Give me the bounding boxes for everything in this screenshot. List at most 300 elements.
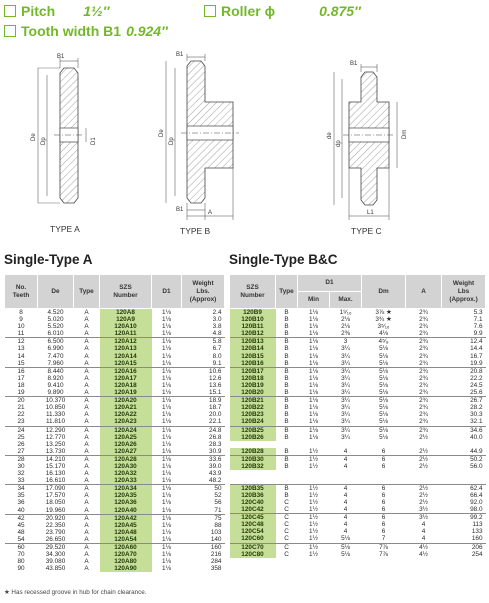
- table-row: [5, 514, 225, 522]
- table-row: [230, 418, 486, 426]
- table-cell: 42: [5, 514, 38, 522]
- table-cell: 7.470: [47, 352, 64, 360]
- table-cell: 1⅛: [162, 551, 171, 559]
- table-row: [5, 485, 225, 493]
- table-cell: 3¼: [341, 345, 350, 353]
- table-cell: 54: [17, 535, 25, 543]
- table-cell: 120A60: [100, 544, 152, 552]
- table-cell: 2¾: [406, 338, 442, 346]
- table-cell: 1⅛: [162, 359, 171, 367]
- table-row: [230, 382, 486, 389]
- table-row: [230, 484, 486, 492]
- table-cell: A: [74, 455, 100, 463]
- table-cell: 5⅛: [341, 535, 350, 543]
- table-cell: 140: [210, 535, 222, 543]
- table-cell: 9: [19, 316, 23, 324]
- table-cell: [230, 441, 276, 448]
- table-cell: 1⅛: [309, 359, 318, 367]
- table-cell: 1⅛: [152, 426, 182, 434]
- table-cell: 2¾: [419, 404, 428, 412]
- table-cell: [298, 558, 330, 565]
- table-cell: A: [84, 316, 89, 324]
- table-cell: 2¾: [419, 389, 428, 397]
- table-row: [5, 411, 225, 418]
- table-cell: 1½: [309, 462, 318, 470]
- table-row: [5, 565, 225, 572]
- table-cell: 120A48: [100, 529, 152, 536]
- table-cell: 4: [330, 484, 362, 492]
- table-cell: 52: [214, 492, 222, 500]
- table-cell: 24.8: [182, 426, 225, 434]
- table-cell: 8.440: [38, 367, 74, 375]
- table-cell: 1⅛: [162, 389, 171, 397]
- table-row: [5, 448, 225, 456]
- type-b-drawing: [159, 52, 239, 220]
- table-cell: 1⁹⁄₁₆: [339, 309, 352, 316]
- table-cell: 1⅛: [162, 381, 171, 389]
- table-cell: 120B11: [230, 323, 276, 330]
- table-cell: 34: [5, 485, 38, 493]
- table-cell: 10.370: [38, 397, 74, 405]
- table-cell: 7⅞: [362, 543, 406, 551]
- table-cell: A: [84, 506, 89, 514]
- table-cell: 1½: [298, 514, 330, 522]
- table-row: [230, 360, 486, 368]
- table-cell: 24: [5, 426, 38, 434]
- table-cell: 120B24: [230, 418, 276, 426]
- table-cell: 120C45: [230, 514, 276, 522]
- table-cell: 1⅛: [309, 404, 318, 412]
- pitch-label: Pitch: [21, 3, 56, 19]
- table-cell: 1⅛: [162, 535, 171, 543]
- table-cell: 2¾: [419, 359, 428, 367]
- table-cell: A: [84, 528, 89, 536]
- table-cell: 120B15: [230, 353, 276, 360]
- table-cell: 98.0: [470, 506, 483, 514]
- table-cell: 1½: [309, 528, 318, 536]
- table-cell: 28.2: [470, 404, 483, 412]
- table-cell: 6: [381, 506, 386, 514]
- table-cell: 48.2: [209, 477, 222, 485]
- table-cell: 32.1: [470, 418, 483, 426]
- table-cell: 120B35: [230, 484, 276, 492]
- table-cell: 30.9: [209, 447, 222, 455]
- table-cell: B: [284, 374, 289, 382]
- table-cell: 45: [17, 521, 25, 529]
- table-cell: 6: [381, 491, 386, 499]
- table-cell: 3: [330, 338, 362, 346]
- table-cell: 3¼: [341, 359, 350, 367]
- table-cell: 90: [17, 565, 25, 573]
- table-cell: 2¾: [419, 309, 428, 316]
- table-cell: 1⅛: [309, 316, 318, 324]
- table-row: [5, 492, 225, 499]
- table-cell: B: [284, 345, 289, 353]
- table-row: [230, 535, 486, 543]
- table-cell: 120B26: [230, 434, 276, 441]
- table-cell: A: [84, 418, 89, 426]
- table-cell: 120B17: [230, 367, 276, 375]
- col-header-weight: Weight Lbs (Approx.): [442, 275, 486, 309]
- table-cell: B: [284, 389, 289, 397]
- pitch-value: 1½″: [83, 3, 110, 19]
- tooth-width-label: Tooth width B1: [21, 23, 122, 39]
- table-cell: 1½: [309, 506, 318, 514]
- table-cell: 4⅛: [379, 330, 388, 338]
- table-cell: 1⅛: [152, 367, 182, 375]
- roller-spec: [204, 3, 361, 19]
- table-cell: [406, 565, 442, 572]
- table-cell: 9.1: [212, 359, 222, 367]
- table-cell: 4: [330, 514, 362, 522]
- table-cell: B: [284, 447, 289, 455]
- table-cell: 19.9: [470, 359, 483, 367]
- table-cell: 120B23: [230, 411, 276, 418]
- type-a-de-label: De: [31, 133, 37, 141]
- col-header-teeth: No. Teeth: [5, 275, 38, 309]
- table-cell: B: [284, 359, 289, 367]
- table-cell: A: [84, 433, 89, 441]
- table-cell: 5⅛: [362, 367, 406, 375]
- footnote: ★ Has recessed groove in hub for chain clearance.: [4, 589, 147, 596]
- table-row: [5, 544, 225, 552]
- table-cell: 254: [471, 550, 483, 558]
- table-row: [230, 323, 486, 330]
- type-b-de-label: De: [159, 129, 165, 137]
- table-cell: 3½: [419, 506, 428, 514]
- table-cell: 1½: [309, 550, 318, 558]
- table-cell: 22: [17, 411, 25, 419]
- table-cell: 1⅛: [298, 338, 330, 346]
- table-cell: 50: [182, 485, 225, 493]
- table-cell: [230, 470, 276, 477]
- col-header-szs-number: SZS Number: [230, 275, 276, 309]
- table-cell: 1⅛: [162, 506, 171, 514]
- table-cell: 8.0: [212, 352, 222, 360]
- type-a-b1-label: B1: [57, 54, 65, 60]
- table-cell: B: [284, 323, 289, 331]
- table-cell: 4: [343, 521, 348, 529]
- table-cell: [406, 477, 442, 484]
- single-type-bc-table: [229, 274, 486, 572]
- table-cell: B: [284, 381, 289, 389]
- table-cell: A: [84, 565, 89, 573]
- table-cell: 16.610: [45, 477, 66, 485]
- table-cell: A: [84, 499, 89, 507]
- table-cell: 4: [421, 528, 426, 536]
- table-cell: [330, 477, 362, 484]
- table-cell: 5⅛: [379, 433, 388, 441]
- table-cell: 8: [19, 309, 23, 316]
- table-cell: 120A32: [100, 470, 152, 477]
- table-cell: 6.500: [38, 338, 74, 346]
- table-row: [230, 397, 486, 405]
- table-row: [5, 382, 225, 389]
- table-cell: 56: [214, 499, 222, 507]
- table-cell: 17.570: [45, 492, 66, 500]
- table-row: [5, 397, 225, 405]
- table-cell: 1⅛: [162, 433, 171, 441]
- table-cell: [230, 558, 276, 565]
- table-cell: B: [284, 330, 289, 338]
- table-cell: 3⁵⁄₁₆: [377, 323, 390, 331]
- table-row: [5, 470, 225, 477]
- table-cell: [230, 565, 276, 572]
- table-row: [230, 558, 486, 565]
- table-cell: C: [284, 528, 289, 536]
- table-cell: 4: [421, 535, 426, 543]
- table-cell: 3.8: [212, 323, 222, 331]
- table-cell: 1½: [309, 521, 318, 529]
- col-header-d1: D1: [152, 275, 182, 309]
- table-cell: 5⅛: [379, 359, 388, 367]
- table-cell: B: [284, 404, 289, 412]
- table-cell: 1⅛: [298, 367, 330, 375]
- table-cell: 15.170: [45, 462, 66, 470]
- table-cell: 3.0: [212, 316, 222, 324]
- table-row: [5, 353, 225, 360]
- table-cell: 30: [17, 462, 25, 470]
- table-cell: 1⅛: [162, 440, 171, 448]
- table-cell: 1⅛: [162, 374, 171, 382]
- type-c-drawing: [327, 61, 408, 220]
- type-b-b1-bottom-label: B1: [176, 207, 184, 213]
- single-type-a-title: Single-Type A: [4, 252, 93, 267]
- table-cell: 120A30: [100, 463, 152, 470]
- table-cell: 60: [5, 544, 38, 552]
- table-cell: 120A36: [100, 499, 152, 506]
- table-cell: 11: [17, 330, 25, 338]
- type-c-b1-label: B1: [350, 61, 358, 67]
- table-row: [5, 367, 225, 375]
- table-cell: 12.4: [442, 338, 486, 346]
- table-cell: 1⅛: [298, 397, 330, 405]
- table-cell: 2½: [406, 484, 442, 492]
- col-header-dm: Dm: [362, 275, 406, 309]
- table-cell: 2½: [419, 447, 428, 455]
- table-cell: 25.6: [470, 389, 483, 397]
- table-cell: 40.0: [470, 433, 483, 441]
- type-b-dp-label: Dp: [169, 137, 175, 145]
- table-cell: 92.0: [470, 498, 483, 506]
- table-cell: A: [84, 447, 89, 455]
- table-row: [5, 360, 225, 368]
- table-cell: 120C40: [230, 499, 276, 506]
- table-row: [230, 434, 486, 441]
- table-cell: 12.6: [209, 374, 222, 382]
- table-cell: 17: [17, 374, 25, 382]
- type-b-b1-label: B1: [176, 52, 184, 58]
- table-cell: 120B18: [230, 375, 276, 382]
- table-cell: [298, 441, 330, 448]
- table-cell: 103: [210, 528, 222, 536]
- table-a-header-row: [5, 275, 225, 309]
- table-cell: 133: [471, 528, 483, 536]
- table-cell: 26.7: [442, 397, 486, 405]
- table-cell: 4: [330, 455, 362, 463]
- table-cell: 20.0: [209, 411, 222, 419]
- table-cell: 5⅛: [379, 404, 388, 412]
- table-cell: 1⅛: [152, 544, 182, 552]
- type-a-caption: TYPE A: [50, 224, 80, 234]
- table-cell: 23: [17, 418, 25, 426]
- table-cell: 66.4: [470, 491, 483, 499]
- table-cell: B: [284, 433, 289, 441]
- table-cell: 6: [381, 498, 386, 506]
- table-cell: 5.3: [473, 309, 483, 316]
- table-cell: 15: [17, 359, 25, 367]
- col-header-type: Type: [276, 275, 298, 309]
- table-cell: 120A26: [100, 441, 152, 448]
- table-cell: 1⅛: [309, 411, 318, 419]
- table-cell: 2¾: [419, 374, 428, 382]
- table-cell: [442, 441, 486, 448]
- table-cell: 50.2: [442, 455, 486, 463]
- table-cell: 120A80: [100, 558, 152, 565]
- table-row: [5, 426, 225, 434]
- table-cell: 1⅛: [309, 418, 318, 426]
- table-cell: 13.250: [45, 440, 66, 448]
- table-cell: [298, 477, 330, 484]
- table-cell: A: [74, 397, 100, 405]
- table-cell: B: [276, 484, 298, 492]
- table-row: [5, 477, 225, 485]
- table-cell: 3¼: [330, 367, 362, 375]
- table-cell: 7⅞: [379, 550, 388, 558]
- table-cell: 120A9: [100, 316, 152, 323]
- table-cell: 113: [472, 521, 483, 529]
- roller-value: 0.875″: [319, 3, 361, 19]
- checkbox-icon: [4, 25, 16, 37]
- table-row: [230, 411, 486, 418]
- table-cell: 1½: [309, 535, 318, 543]
- table-cell: 5⅛: [379, 381, 388, 389]
- table-row: [230, 375, 486, 382]
- table-cell: 1⅛: [162, 404, 171, 412]
- table-bc-header-row: [230, 275, 486, 292]
- table-cell: 4⁵⁄₈: [362, 338, 406, 346]
- table-row: [230, 353, 486, 360]
- table-cell: 2½: [419, 462, 428, 470]
- table-cell: 1⅛: [152, 338, 182, 346]
- table-row: [230, 338, 486, 346]
- table-cell: 20: [5, 397, 38, 405]
- table-cell: 1⅛: [162, 411, 171, 419]
- table-row: [230, 309, 486, 317]
- table-cell: [276, 558, 298, 565]
- table-cell: 2¾: [406, 367, 442, 375]
- table-cell: 2⅛: [341, 323, 350, 331]
- table-cell: 18: [17, 381, 25, 389]
- table-cell: 120B22: [230, 404, 276, 411]
- table-cell: 33: [17, 477, 25, 485]
- table-row: [230, 441, 486, 448]
- table-row: [5, 441, 225, 448]
- table-cell: 1⅛: [162, 462, 171, 470]
- table-cell: 40: [17, 506, 25, 514]
- table-cell: 4: [343, 447, 348, 455]
- table-row: [230, 506, 486, 514]
- table-cell: 39.080: [45, 558, 66, 566]
- table-cell: 88: [214, 521, 222, 529]
- table-cell: 2⅛: [341, 316, 350, 324]
- table-cell: 2¾: [419, 323, 428, 331]
- table-cell: 120A13: [100, 345, 152, 352]
- table-cell: 2½: [406, 455, 442, 463]
- table-cell: 1⅛: [309, 345, 318, 353]
- table-cell: 3¼: [341, 381, 350, 389]
- table-row: [5, 330, 225, 338]
- table-row: [230, 455, 486, 463]
- table-cell: 16: [5, 367, 38, 375]
- table-cell: A: [84, 309, 89, 316]
- table-cell: 2¾: [419, 381, 428, 389]
- table-cell: 5.8: [182, 338, 225, 346]
- table-cell: A: [74, 367, 100, 375]
- table-cell: 120A20: [100, 397, 152, 405]
- table-cell: 2¾: [406, 426, 442, 434]
- single-type-a-table: [4, 274, 225, 572]
- table-cell: 4: [421, 521, 426, 529]
- table-cell: [442, 565, 486, 572]
- table-cell: 35: [17, 492, 25, 500]
- table-cell: 26: [17, 440, 25, 448]
- table-cell: B: [276, 397, 298, 405]
- table-cell: 34.300: [45, 551, 66, 559]
- table-cell: 12.290: [38, 426, 74, 434]
- table-cell: 1½: [309, 447, 318, 455]
- table-cell: 120C60: [230, 535, 276, 543]
- table-cell: 120A14: [100, 353, 152, 360]
- type-a-d1-label: D1: [91, 137, 97, 145]
- table-cell: 1⅛: [162, 316, 171, 324]
- table-cell: 120C70: [230, 543, 276, 551]
- table-cell: 10.850: [45, 404, 66, 412]
- table-row: [230, 389, 486, 397]
- table-cell: 28.3: [209, 440, 222, 448]
- table-cell: 75: [182, 514, 225, 522]
- table-row: [5, 463, 225, 470]
- table-row: [230, 551, 486, 558]
- table-cell: 29.520: [38, 544, 74, 552]
- table-a-body: [5, 309, 225, 573]
- table-cell: B: [284, 462, 289, 470]
- table-cell: B: [284, 309, 289, 316]
- table-row: [5, 522, 225, 529]
- table-cell: 19.960: [45, 506, 66, 514]
- table-cell: 1⅛: [309, 374, 318, 382]
- table-cell: 6: [362, 484, 406, 492]
- table-cell: B: [276, 455, 298, 463]
- table-cell: 44.9: [470, 447, 483, 455]
- table-cell: 120A16: [100, 367, 152, 375]
- col-header-d1-max: Max.: [330, 292, 362, 309]
- table-cell: [362, 565, 406, 572]
- table-cell: 3½: [406, 514, 442, 522]
- table-cell: 30.3: [470, 411, 483, 419]
- table-cell: 6: [381, 528, 386, 536]
- table-cell: 120A10: [100, 323, 152, 330]
- sprocket-drawings: [0, 50, 489, 250]
- table-cell: 3¼: [330, 397, 362, 405]
- table-row: [5, 558, 225, 565]
- table-cell: 1⅛: [162, 323, 171, 331]
- table-cell: 10.6: [182, 367, 225, 375]
- table-row: [230, 330, 486, 338]
- table-row: [230, 470, 486, 477]
- table-cell: 1⅛: [152, 397, 182, 405]
- table-row: [5, 536, 225, 544]
